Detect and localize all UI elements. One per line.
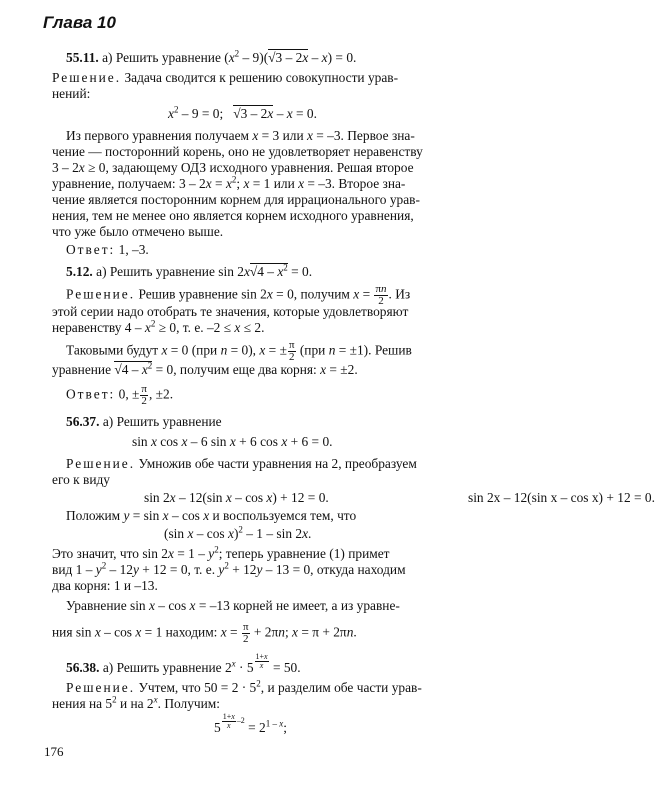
text-line: Положим y = sin x – cos x и воспользуемся тем, что: [66, 508, 357, 523]
text-line: его к виду: [52, 472, 110, 487]
equation-56-37: sin x cos x – 6 sin x + 6 cos x + 6 = 0.: [132, 434, 333, 449]
problem-56-38-statement: 56.38. а) Решить уравнение $2^x \cdot 5$ $^{\frac{1+x}{x}}$ = 50.: [66, 651, 301, 675]
text-line: нения на $5^2$ и на 2$^x$. Получим:: [52, 694, 220, 711]
text-line: 3 – 2x ≥ 0, задающему ОДЗ исходного уравнения. Решая второе: [52, 160, 414, 175]
identity-equation: (sin x – cos x)$^2$ – 1 – sin 2x.: [164, 524, 312, 541]
equation-number: sin 2x – 12(sin x – cos x) + 12 = 0.: [468, 490, 655, 505]
text-line: чение является посторонним корнем для иррационального урав-: [52, 192, 420, 207]
text-line: Из первого уравнения получаем x = 3 или x = –3. Первое зна-: [66, 128, 415, 143]
text-line: нений:: [52, 86, 91, 101]
equation-system: $x^2 - 9 = 0$; √3 – 2x – x = 0.: [168, 104, 317, 121]
text-line: чение — посторонний корень, оно не удовлетворяет неравенству: [52, 144, 423, 159]
equation-1: sin 2x – 12(sin x – cos x) + 12 = 0.: [144, 490, 329, 505]
equation-56-38: 5 $^{\frac{1+x}{x} -2} = 2^{1 - x}$;: [214, 711, 287, 735]
text-line: Это значит, что $\sin 2x = 1 - y^2$; теперь уравнение (1) примет: [52, 544, 390, 561]
text-line: Уравнение sin x – cos x = –13 корней не имеет, а из уравне-: [66, 598, 400, 613]
problem-55-11-statement: 55.11. а) Решить уравнение $(x^2 - 9)(√3 - 2x - x) = 0$.: [66, 48, 357, 65]
text-line: два корня: 1 и –13.: [52, 578, 158, 593]
text-line: уравнение $√4 - x^2 = 0$, получим еще два корня: x = ±2.: [52, 360, 358, 377]
solution-5-12-line: Решение. Решив уравнение sin 2x = 0, получим x = $\frac{\pi n}{2}$ . Из: [66, 283, 411, 307]
answer-55-11: Ответ: 1, –3.: [66, 242, 149, 257]
text-line: неравенству $4 - x^2 \ge 0$, т. е. –2 ≤ x ≤ 2.: [52, 318, 265, 335]
text-line: ния sin x – cos x = 1 находим: x = $\frac{\pi}{2}$ + 2πn; x = π + 2πn.: [52, 621, 357, 645]
text-line: что уже было отмечено выше.: [52, 224, 224, 239]
answer-5-12: Ответ: 0, ± $\frac{\pi}{2}$ , ±2.: [66, 383, 174, 407]
text-line: этой серии надо отобрать те значения, которые удовлетворяют: [52, 304, 409, 319]
solution-56-37-line: Решение. Умножив обе части уравнения на 2, преобразуем: [66, 456, 417, 471]
text-line: вид $1 - y^2 - 12y + 12 = 0$, т. е. $y^2 + 12y - 13 = 0$, откуда находим: [52, 560, 406, 577]
solution-55-11-line: Решение. Задача сводится к решению совокупности урав-: [52, 70, 399, 85]
page-number: 176: [44, 744, 64, 759]
text-line: уравнение, получаем: $3 - 2x = x^2$; x = 1 или x = –3. Второе зна-: [52, 174, 406, 191]
text-line: нения, тем не менее оно является корнем исходного уравнения,: [52, 208, 414, 223]
text-line: Таковыми будут x = 0 (при n = 0), x = ± $\frac{\pi}{2}$ (при n = ±1). Решив: [66, 339, 412, 363]
problem-56-37-statement: 56.37. а) Решить уравнение: [66, 414, 222, 429]
solution-56-38-line: Решение. Учтем, что $50 = 2 \cdot 5^2$, и разделим обе части урав-: [66, 678, 422, 695]
chapter-heading: Глава 10: [43, 13, 116, 32]
problem-5-12-statement: 5.12. а) Решить уравнение $\sin 2x√4 - x^2 = 0$.: [66, 262, 313, 279]
